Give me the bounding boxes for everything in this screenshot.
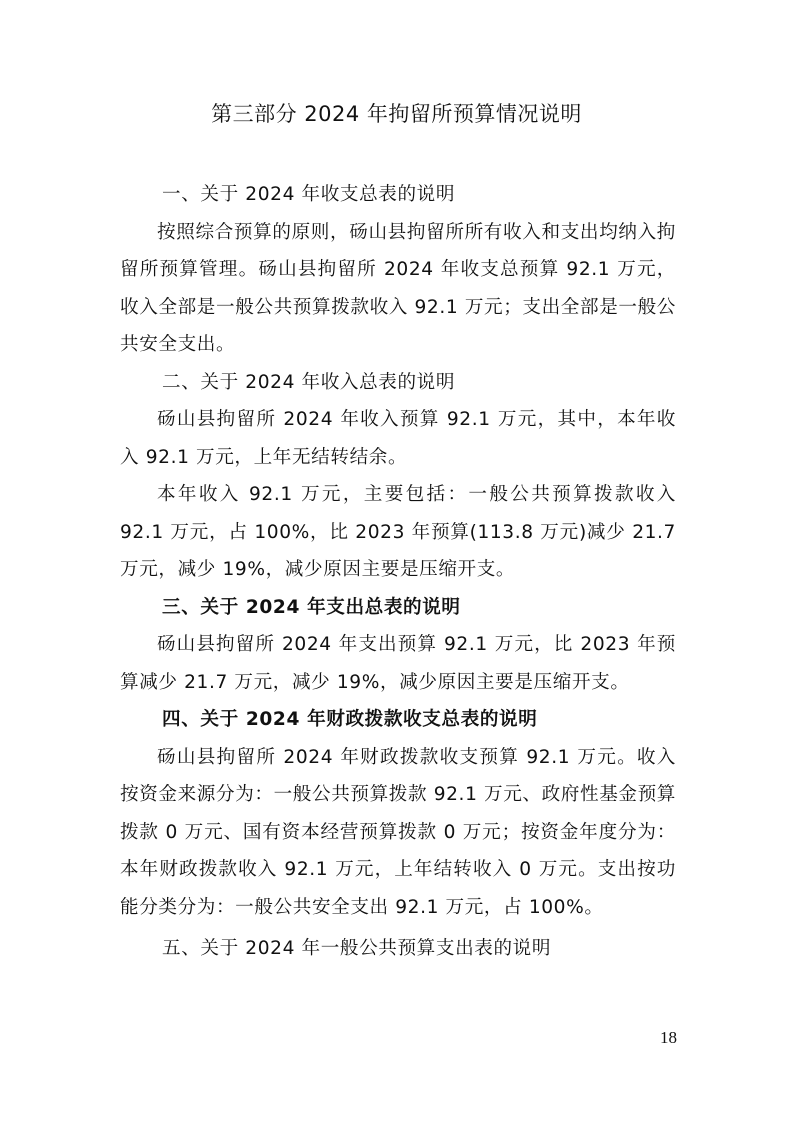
section-4-paragraph-1: 砀山县拘留所 2024 年财政拨款收支预算 92.1 万元。收入按资金来源分为：一般公共预算拨款 92.1 万元、政府性基金预算拨款 0 万元、国有资本经营预算拨款 0 万元；按资金年度分为：本年财政拨款收入 92.1 万元，上年结转收入 0 万元。支出按功能分类分为：一般公共安全支出 92.1 万元，占 100%。 xyxy=(120,746,676,918)
section-heading-4: 四、关于 2024 年财政拨款收支总表的说明 xyxy=(162,709,538,730)
section-1-paragraph-1: 按照综合预算的原则，砀山县拘留所所有收入和支出均纳入拘留所预算管理。砀山县拘留所 2024 年收支总预算 92.1 万元，收入全部是一般公共预算拨款收入 92.1 万元；支出全部是一般公共安全支出。 xyxy=(120,221,676,355)
page-number: 18 xyxy=(660,1028,677,1047)
section-2-paragraph-2: 本年收入 92.1 万元，主要包括：一般公共预算拨款收入 92.1 万元，占 100%，比 2023 年预算(113.8 万元)减少 21.7 万元，减少 19%，减少原因主要是压缩开支。 xyxy=(120,484,676,580)
document-body xyxy=(120,176,676,968)
page-title: 第三部分 2024 年拘留所预算情况说明 xyxy=(211,102,582,126)
section-2-paragraph-1: 砀山县拘留所 2024 年收入预算 92.1 万元，其中，本年收入 92.1 万元，上年无结转结余。 xyxy=(120,409,676,468)
section-heading-5: 五、关于 2024 年一般公共预算支出表的说明 xyxy=(162,938,552,959)
section-heading-3: 三、关于 2024 年支出总表的说明 xyxy=(162,596,461,618)
section-heading-1: 一、关于 2024 年收支总表的说明 xyxy=(162,184,456,205)
section-3-paragraph-1: 砀山县拘留所 2024 年支出预算 92.1 万元，比 2023 年预算减少 21.7 万元，减少 19%，减少原因主要是压缩开支。 xyxy=(120,634,676,693)
section-heading-2: 二、关于 2024 年收入总表的说明 xyxy=(162,371,456,393)
